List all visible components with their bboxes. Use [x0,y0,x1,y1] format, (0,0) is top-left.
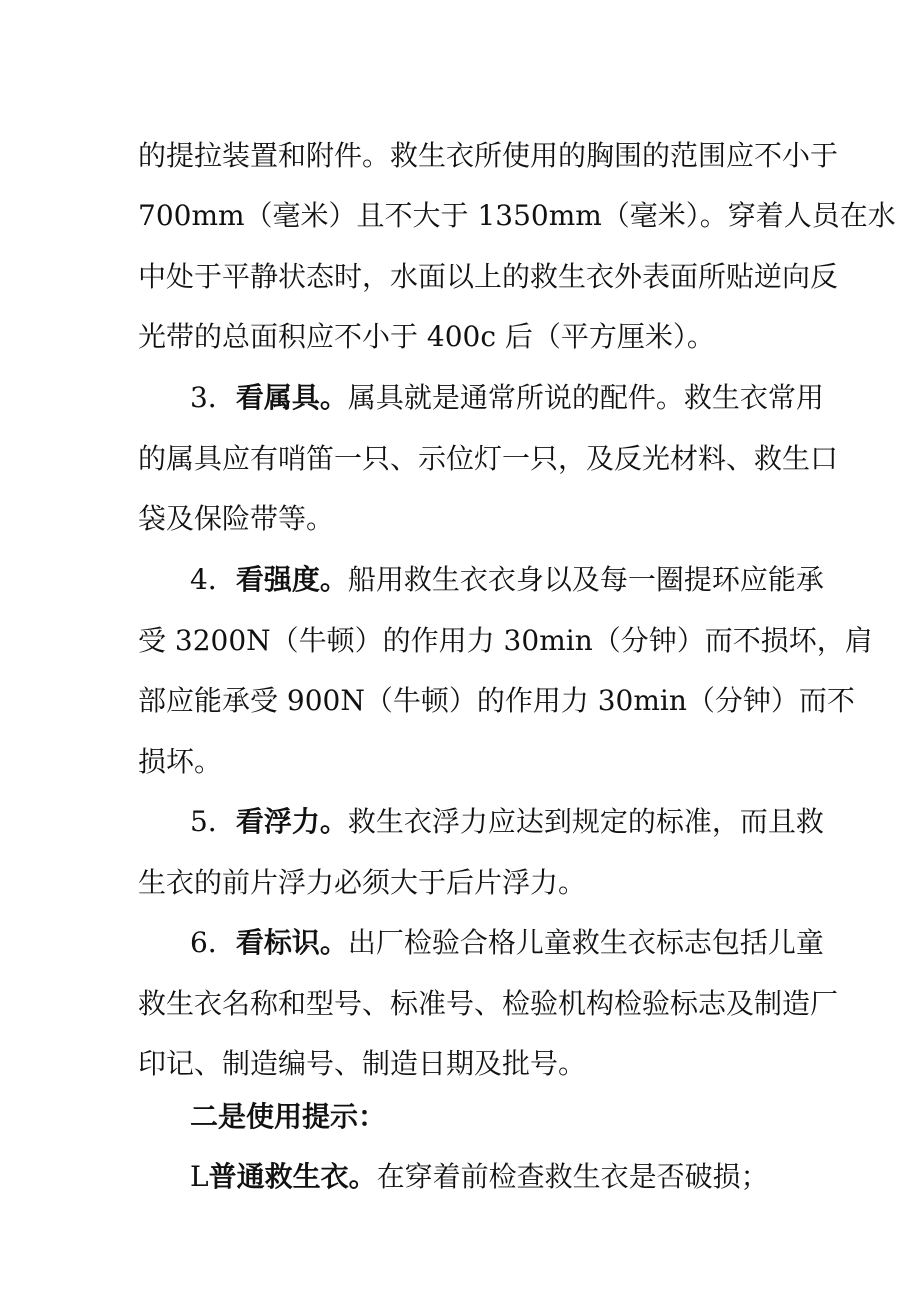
paragraph-line: 袋及保险带等。 [138,502,335,535]
paragraph-line: 损坏。 [138,745,223,778]
paragraph-line: 光带的总面积应不小于 400c 后（平方厘米）。 [138,320,715,353]
paragraph-line: 生衣的前片浮力必须大于后片浮力。 [138,866,587,899]
item-text: 救生衣浮力应达到规定的标准，而且救 [347,805,824,838]
section-heading: 二是使用提示： [190,1100,387,1133]
paragraph-line: 700mm（毫米）且不大于 1350mm（毫米）。穿着人员在水 [138,199,896,232]
item-number: 4． [190,563,236,596]
paragraph-line: 的属具应有哨笛一只、示位灯一只，及反光材料、救生口 [138,442,839,475]
paragraph-line: 部应能承受 900N（牛顿）的作用力 30min（分钟）而不 [138,684,855,717]
paragraph-line: 的提拉装置和附件。救生衣所使用的胸围的范围应不小于 [138,139,839,172]
item-text: 属具就是通常所说的配件。救生衣常用 [347,381,824,414]
item-6-first-line [190,923,824,963]
item-3-first-line [190,378,824,418]
paragraph-line: 受 3200N（牛顿）的作用力 30min（分钟）而不损坏，肩 [138,624,873,657]
item-l-first-line [190,1157,769,1197]
item-text: 船用救生衣衣身以及每一圈提环应能承 [347,563,824,596]
paragraph-line: 救生衣名称和型号、标准号、检验机构检验标志及制造厂 [138,987,839,1020]
item-number: L [190,1160,209,1193]
item-text: 在穿着前检查救生衣是否破损； [376,1160,769,1193]
item-text: 出厂检验合格儿童救生衣标志包括儿童 [347,926,824,959]
item-heading: 看浮力。 [235,805,348,838]
item-heading: 普通救生衣。 [208,1160,377,1193]
paragraph-line: 中处于平静状态时，水面以上的救生衣外表面所贴逆向反 [138,260,839,293]
item-number: 5． [190,805,236,838]
item-heading: 看强度。 [235,563,348,596]
paragraph-line: 印记、制造编号、制造日期及批号。 [138,1047,587,1080]
item-number: 6． [190,926,236,959]
item-heading: 看标识。 [235,926,348,959]
item-4-first-line [190,560,824,600]
item-5-first-line [190,802,824,842]
item-number: 3． [190,381,236,414]
item-heading: 看属具。 [235,381,348,414]
